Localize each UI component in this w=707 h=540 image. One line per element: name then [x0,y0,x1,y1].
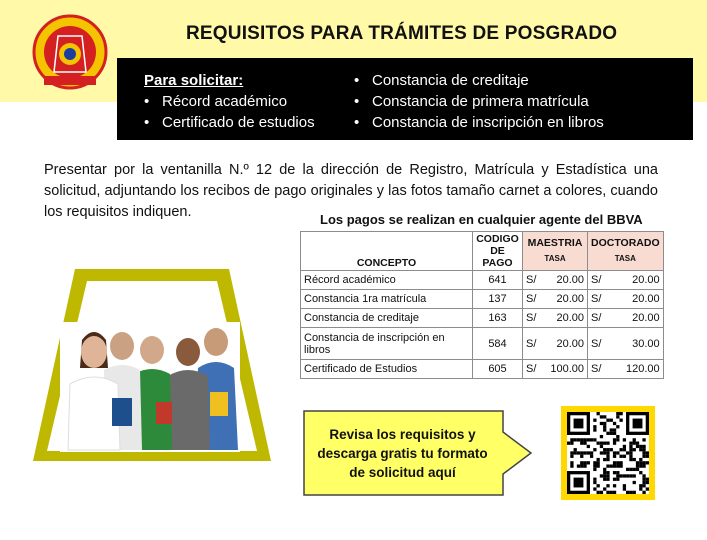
doctorate-cell: S/ 20.00 [588,290,664,309]
concept-cell: Constancia 1ra matrícula [301,290,473,309]
masters-cell: S/ 20.00 [523,328,588,360]
requirement-item: • Récord académico [144,93,288,110]
requirement-item: • Constancia de primera matrícula [354,93,589,110]
requirement-item: • Certificado de estudios [144,114,315,131]
table-row [301,271,664,290]
concept-cell: Certificado de Estudios [301,360,473,379]
doctorate-cell: S/ 20.00 [588,271,664,290]
requirement-item: • Constancia de inscripción en libros [354,114,604,131]
code-header: CODIGO DE PAGO [473,232,523,271]
callout-text[interactable]: Revisa los requisitos y descarga gratis tu formato de solicitud aquí [317,427,488,480]
table-header-row [301,232,664,271]
page-title: REQUISITOS PARA TRÁMITES DE POSGRADO [186,23,618,44]
table-row [301,328,664,360]
doctorate-cell: S/ 120.00 [588,360,664,379]
code-cell: 584 [473,328,523,360]
requirement-item: • Constancia de creditaje [354,72,529,89]
requirements-heading: Para solicitar: [144,72,244,89]
students-photo [60,322,240,452]
doctorate-cell: S/ 30.00 [588,328,664,360]
qr-code-pattern [567,412,649,494]
concept-cell: Récord académico [301,271,473,290]
concept-cell: Constancia de inscripción en libros [301,328,473,360]
masters-header: MAESTRIA TASA [523,232,588,271]
concept-header: CONCEPTO [301,232,473,271]
masters-cell: S/ 20.00 [523,271,588,290]
masters-cell: S/ 20.00 [523,309,588,328]
concept-cell: Constancia de creditaje [301,309,473,328]
code-cell: 641 [473,271,523,290]
doctorate-cell: S/ 20.00 [588,309,664,328]
instructions-paragraph: Presentar por la ventanilla N.º 12 de la dirección de Registro, Matrícula y Estadística una solicitud, adjuntando los recibos de pago originales y las fotos tamaño carnet a colores, cuando los requisitos indiquen. [44,162,658,220]
qr-code-icon[interactable] [561,406,655,500]
masters-cell: S/ 20.00 [523,290,588,309]
doctorate-header: DOCTORADO TASA [588,232,664,271]
fees-table [300,231,664,379]
university-logo-icon [30,14,110,94]
code-cell: 163 [473,309,523,328]
table-row [301,290,664,309]
code-cell: 137 [473,290,523,309]
table-row [301,309,664,328]
table-row [301,360,664,379]
requirements-box [117,58,693,140]
code-cell: 605 [473,360,523,379]
payments-title: Los pagos se realizan en cualquier agente del BBVA [320,212,643,227]
masters-cell: S/ 100.00 [523,360,588,379]
